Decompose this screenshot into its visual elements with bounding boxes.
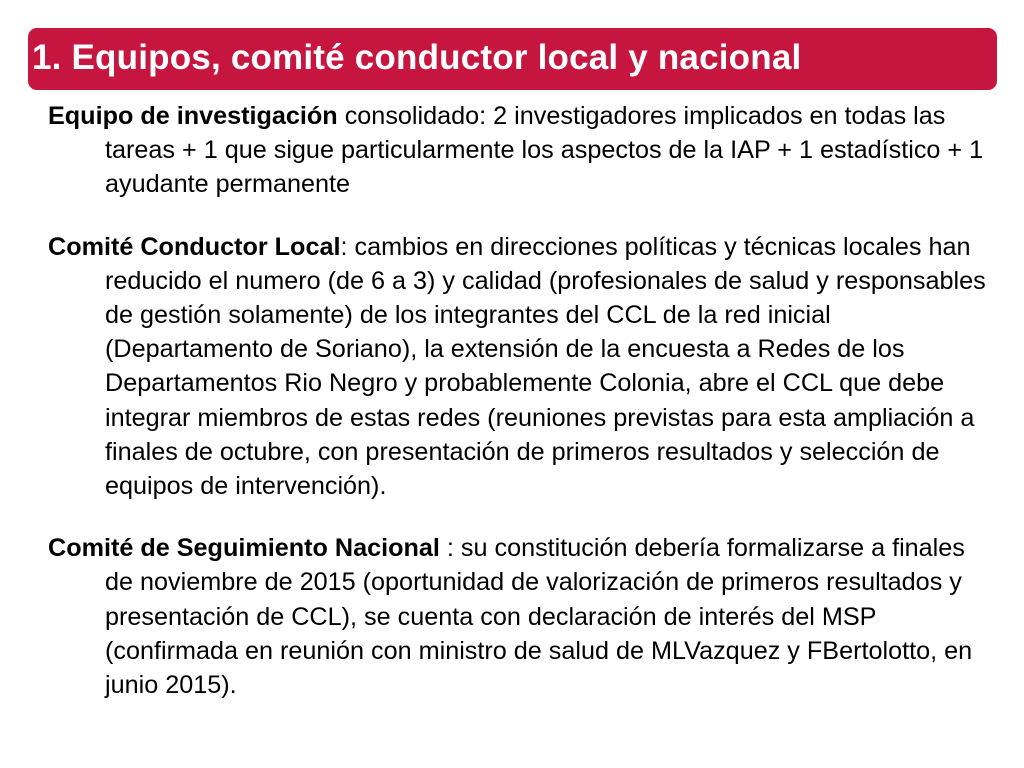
paragraph-research-team xyxy=(48,99,988,202)
paragraph-body: consolidado: 2 investigadores implicados en todas las tareas + 1 que sigue particularmente los aspectos de la IAP + 1 estadístico + 1 ayudante permanente xyxy=(105,102,984,199)
paragraph-local-committee xyxy=(48,230,988,504)
paragraph-national-committee xyxy=(48,531,988,702)
paragraph-separator: : xyxy=(439,534,461,563)
paragraph-body: cambios en direcciones políticas y técnicas locales han reducido el numero (de 6 a 3) y calidad (profesionales de salud y responsables de gestión solamente) de los integrantes del CCL de la red inicial (Departamento de Soriano), la extensión de la encuesta a Redes de los Departamentos Rio Negro y probablemente Colonia, abre el CCL que debe integrar miembros de estas redes (reuniones previstas para esta ampliación a finales de octubre, con presentación de primeros resultados y selección de equipos de intervención). xyxy=(105,232,986,501)
title-bar xyxy=(28,28,997,90)
slide-content xyxy=(48,99,988,702)
paragraph-separator xyxy=(338,102,345,130)
paragraph-heading: Comité Conductor Local xyxy=(48,232,341,261)
paragraph-heading: Comité de Seguimiento Nacional xyxy=(48,534,440,563)
paragraph-heading: Equipo de investigación xyxy=(48,102,338,130)
paragraph-body: su constitución debería formalizarse a finales de noviembre de 2015 (oportunidad de valorización de primeros resultados y presentación de CCL), se cuenta con declaración de interés del MSP (confirmada en reunión con ministro de salud de MLVazquez y FBertolotto, en junio 2015). xyxy=(105,534,973,700)
paragraph-separator: : xyxy=(340,232,355,261)
slide-title: 1. Equipos, comité conductor local y nacional xyxy=(32,38,802,77)
